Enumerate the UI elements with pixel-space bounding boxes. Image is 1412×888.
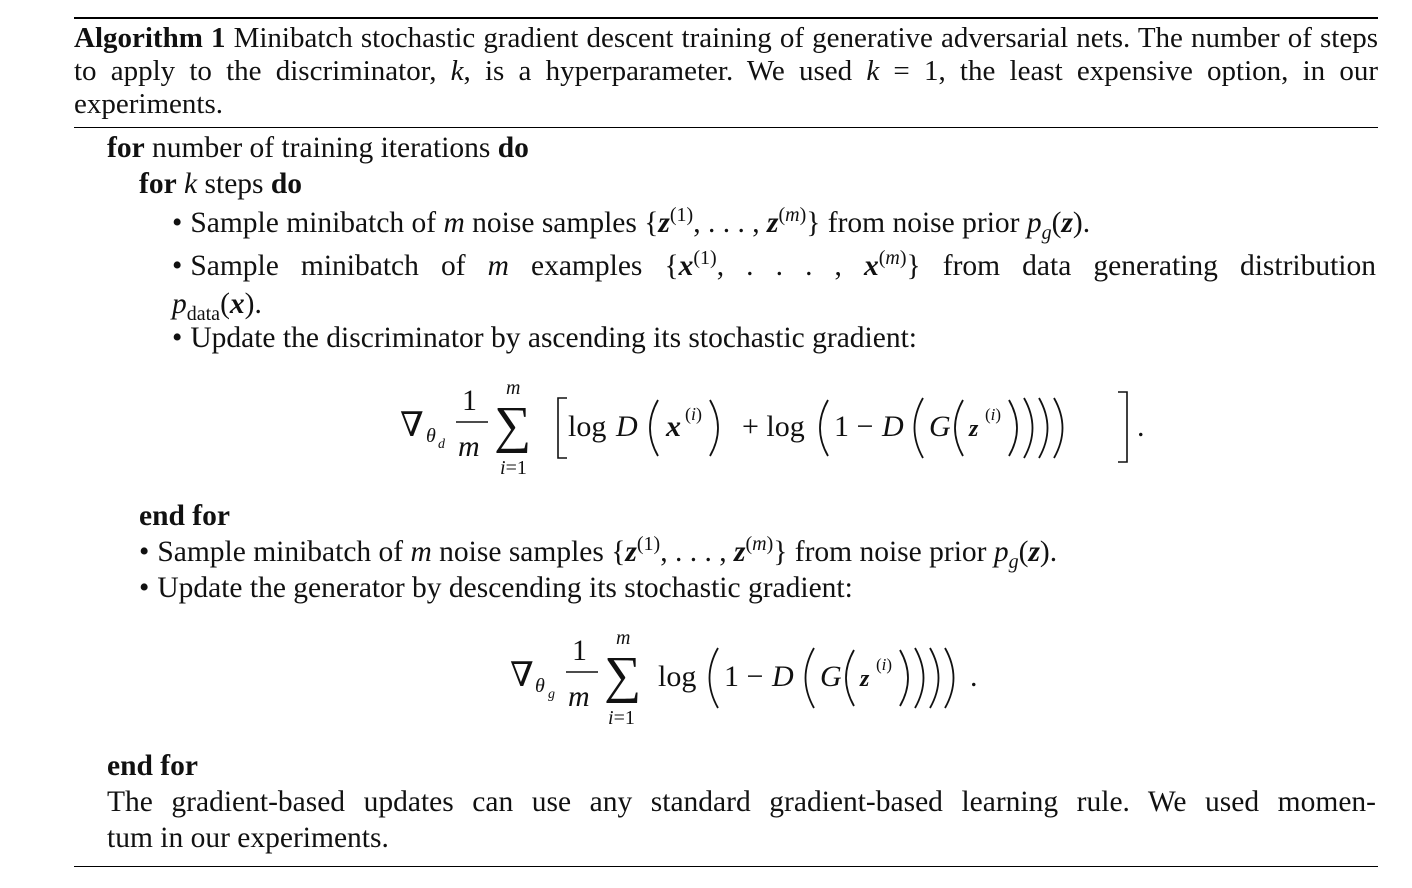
- svg-text:∑: ∑: [494, 397, 532, 454]
- svg-text:1: 1: [572, 634, 587, 667]
- bullet-icon: •: [139, 536, 150, 568]
- svg-text:1 −: 1 −: [834, 410, 874, 443]
- svg-text:(i): (i): [985, 405, 1002, 424]
- svg-text:m: m: [616, 627, 631, 649]
- svg-text:∑: ∑: [604, 647, 642, 704]
- equation-svg: [396, 372, 1156, 482]
- keyword-do-inner: do: [270, 168, 303, 200]
- keyword-for-inner: for: [139, 168, 177, 200]
- inner-for-line: [139, 166, 302, 202]
- var-k: k: [184, 168, 198, 200]
- step-update-generator: • Update the generator by descending its stochastic gradient:: [139, 572, 853, 604]
- svg-text:(i): (i): [685, 404, 703, 424]
- step-sample-noise-d: • Sample minibatch of m noise samples {$z^{(1)}$, . . . , $z^{(m)}$} from noise prior $p_g(z)$.: [172, 204, 1091, 244]
- outer-for-text: number of training iterations: [152, 132, 491, 164]
- bullet-icon: •: [172, 207, 183, 239]
- svg-text:d: d: [438, 437, 445, 452]
- svg-text:.: .: [1137, 410, 1145, 443]
- outer-end-for: [107, 748, 198, 784]
- top-rule: [74, 17, 1378, 19]
- keyword-do: do: [497, 132, 529, 164]
- algorithm-label: Algorithm 1: [74, 22, 226, 54]
- svg-text:D: D: [616, 410, 638, 443]
- keyword-end-for-outer: end for: [107, 750, 198, 782]
- keyword-for: for: [107, 132, 145, 164]
- bullet-icon: •: [139, 572, 150, 604]
- svg-text:z: z: [969, 416, 979, 442]
- svg-text:m: m: [458, 430, 480, 463]
- svg-text:D: D: [772, 660, 794, 693]
- svg-text:x: x: [666, 410, 681, 443]
- svg-text:g: g: [548, 687, 555, 702]
- equation-svg: [508, 624, 1028, 734]
- svg-text:θ: θ: [535, 675, 545, 697]
- svg-text:1 −: 1 −: [724, 660, 764, 693]
- caption-text: Minibatch stochastic gradient descent training of generative adversarial nets. The number of steps to apply to the discriminator, k, is a hyperparameter. We used k = 1, the least expensive option, in our experiments.: [74, 22, 1378, 120]
- svg-text:.: .: [970, 660, 978, 693]
- step-update-discriminator: • Update the discriminator by ascending its stochastic gradient:: [172, 322, 917, 354]
- keyword-end-for-inner: end for: [139, 500, 230, 532]
- outer-for-line: [107, 130, 529, 166]
- footer-text-line2: tum in our experiments.: [107, 822, 389, 854]
- svg-text:G: G: [929, 410, 951, 443]
- svg-text:m: m: [568, 680, 590, 713]
- bullet-icon: •: [172, 322, 183, 354]
- svg-text:+ log: + log: [742, 410, 805, 443]
- algorithm-caption: [74, 22, 1378, 121]
- svg-text:D: D: [882, 410, 904, 443]
- svg-text:i=1: i=1: [500, 457, 527, 479]
- caption-rule: [74, 127, 1378, 128]
- svg-text:θ: θ: [426, 425, 436, 447]
- svg-text:(i): (i): [876, 655, 893, 674]
- svg-text:log: log: [568, 410, 607, 443]
- svg-text:∇: ∇: [510, 657, 534, 694]
- svg-text:i=1: i=1: [608, 707, 635, 729]
- inner-end-for: [139, 498, 230, 534]
- step-sample-examples-cont: $p_{data}(x)$.: [172, 288, 262, 325]
- bullet-icon: •: [172, 250, 183, 282]
- generator-gradient-equation: [508, 624, 1028, 734]
- svg-text:log: log: [658, 660, 697, 693]
- bottom-rule: [74, 866, 1378, 867]
- svg-text:m: m: [506, 377, 521, 399]
- inner-for-text: steps: [204, 168, 264, 200]
- step-sample-examples: • Sample minibatch of m examples {$x^{(1)}$, . . . , $x^{(m)}$} from data generating distribution: [172, 247, 1376, 282]
- svg-text:1: 1: [462, 384, 477, 417]
- svg-text:∇: ∇: [400, 407, 424, 444]
- discriminator-gradient-equation: [396, 372, 1156, 482]
- svg-text:G: G: [820, 660, 842, 693]
- step-sample-noise-g: • Sample minibatch of m noise samples {$z^{(1)}$, . . . , $z^{(m)}$} from noise prior $p_g(z)$.: [139, 533, 1058, 573]
- footer-text-line1: The gradient-based updates can use any standard gradient-based learning rule. We used momen-: [107, 786, 1376, 818]
- svg-text:z: z: [860, 666, 870, 692]
